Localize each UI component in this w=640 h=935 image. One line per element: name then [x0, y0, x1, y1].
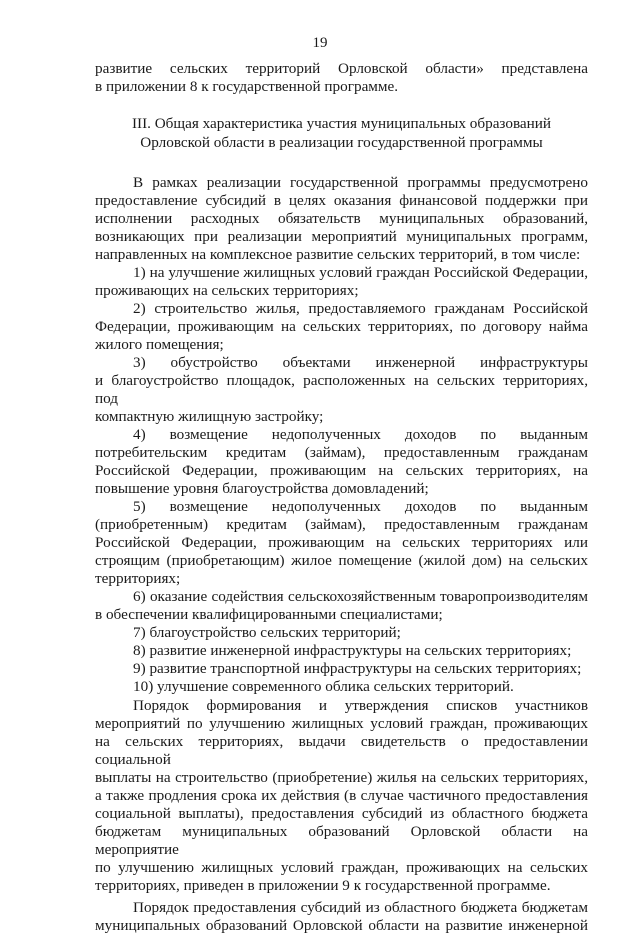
list-item-2 — [95, 300, 588, 354]
list-item-3 — [95, 354, 588, 426]
text-line: 8) развитие инженерной инфраструктуры на сельских территориях; — [133, 642, 572, 659]
text-line: а также продления срока их действия (в случае частичного предоставления — [95, 787, 588, 804]
text-line: выплаты на строительство (приобретение) жилья на сельских территориях, — [95, 769, 588, 786]
text-line: 3) обустройство объектами инженерной инфраструктуры — [133, 354, 588, 371]
text-line: 6) оказание содействия сельскохозяйственным товаропроизводителям — [133, 588, 588, 605]
text-line: Федерации, проживающим на сельских территориях, по договору найма — [95, 318, 588, 335]
text-line: 2) строительство жилья, предоставляемого гражданам Российской — [133, 300, 588, 317]
text-line: 1) на улучшение жилищных условий граждан Российской Федерации, — [133, 264, 588, 281]
list-item-5 — [95, 498, 588, 588]
paragraph-3 — [95, 899, 588, 935]
text-line: повышение уровня благоустройства домовладений; — [95, 480, 429, 497]
text-line: социальной выплаты), предоставления субсидий из областного бюджета — [95, 805, 588, 822]
paragraph-1 — [95, 174, 588, 264]
list-item-8 — [95, 642, 588, 660]
text-line: и благоустройство площадок, расположенных на сельских территориях, под — [95, 372, 588, 407]
text-line: 4) возмещение недополученных доходов по выданным — [133, 426, 588, 443]
text-line: направленных на комплексное развитие сельских территорий, в том числе: — [95, 246, 581, 263]
page-number: 19 — [312, 35, 328, 51]
text-line: жилого помещения; — [95, 336, 224, 353]
text-line: (приобретенным) кредитам (займам), предоставленным гражданам — [95, 516, 588, 533]
text-line: мероприятий по улучшению жилищных условий граждан, проживающих — [95, 715, 588, 732]
list-item-9 — [95, 660, 588, 678]
intro-line: развитие сельских территорий Орловской области» представлена — [95, 60, 588, 77]
text-line: бюджетам муниципальных образований Орловской области на мероприятие — [95, 823, 588, 858]
text-line: Российской Федерации, проживающим на сельских территориях, на — [95, 462, 588, 479]
list-item-6 — [95, 588, 588, 624]
text-line: по улучшению жилищных условий граждан, проживающих на сельских — [95, 859, 588, 876]
text-line: исполнении расходных обязательств муниципальных образований, — [95, 210, 588, 227]
text-line: проживающих на сельских территориях; — [95, 282, 359, 299]
text-line: территориях; — [95, 570, 181, 587]
text-line: 5) возмещение недополученных доходов по выданным — [133, 498, 588, 515]
text-line: Российской Федерации, проживающим на сельских территориях или — [95, 534, 588, 551]
list-item-4 — [95, 426, 588, 498]
text-line: В рамках реализации государственной программы предусмотрено — [133, 174, 588, 191]
list-item-1 — [95, 264, 588, 300]
text-line: компактную жилищную застройку; — [95, 408, 324, 425]
text-line: Порядок предоставления субсидий из областного бюджета бюджетам — [133, 899, 588, 916]
text-line: 7) благоустройство сельских территорий; — [133, 624, 401, 641]
text-line: Порядок формирования и утверждения списков участников — [133, 697, 588, 714]
text-line: возникающих при реализации мероприятий муниципальных программ, — [95, 228, 588, 245]
intro-line: в приложении 8 к государственной программе. — [95, 78, 399, 95]
text-line: территориях, приведен в приложении 9 к государственной программе. — [95, 877, 551, 894]
section-heading-line: Орловской области в реализации государственной программы — [140, 134, 543, 151]
text-line: 10) улучшение современного облика сельских территорий. — [133, 678, 514, 695]
text-line: предоставление субсидий в целях оказания финансовой поддержки при — [95, 192, 588, 209]
paragraph-2 — [95, 697, 588, 895]
text-line: потребительским кредитам (займам), предоставленным гражданам — [95, 444, 588, 461]
text-line: 9) развитие транспортной инфраструктуры на сельских территориях; — [133, 660, 582, 677]
document-body — [95, 60, 588, 935]
text-line: в обеспечении квалифицированными специалистами; — [95, 606, 443, 623]
section-heading-line: III. Общая характеристика участия муниципальных образований — [131, 115, 552, 132]
text-line: строящим (приобретающим) жилое помещение (жилой дом) на сельских — [95, 552, 588, 569]
text-line: на сельских территориях, выдачи свидетельств о предоставлении социальной — [95, 733, 588, 768]
text-line: муниципальных образований Орловской области на развитие инженерной — [95, 917, 588, 934]
list-item-7 — [95, 624, 588, 642]
list-item-10 — [95, 678, 588, 696]
